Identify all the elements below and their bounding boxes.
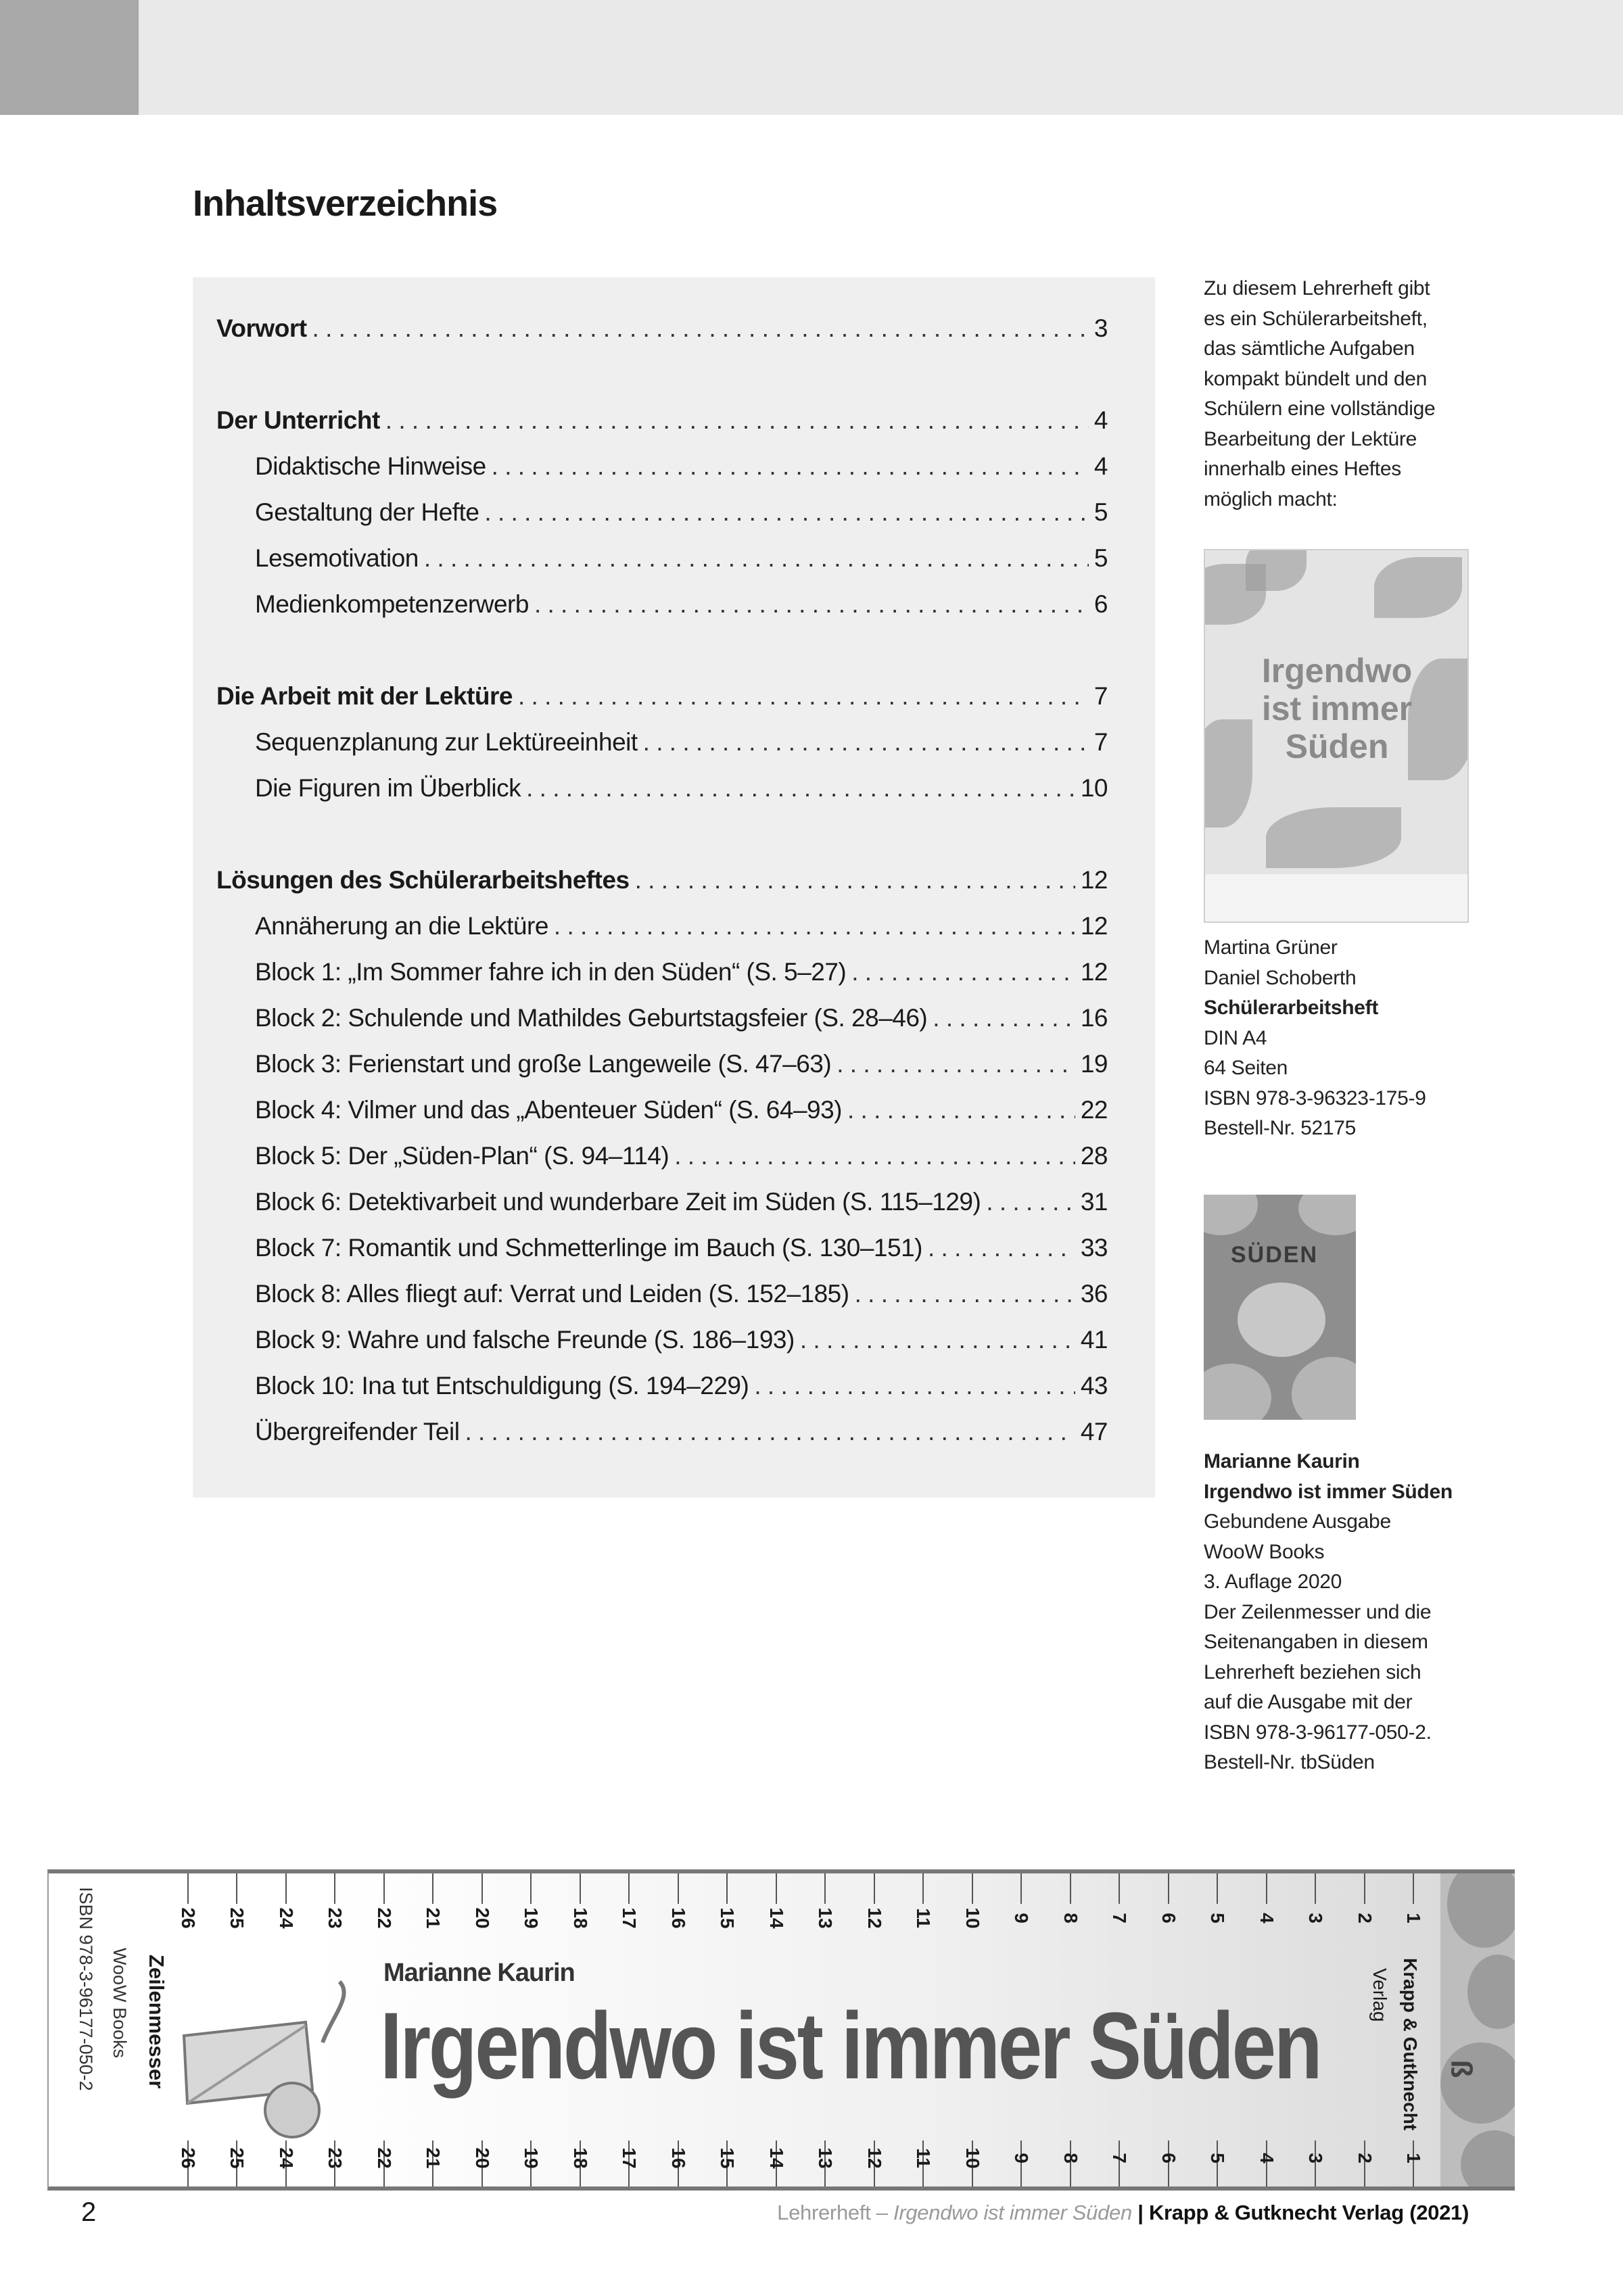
toc-entry[interactable] (216, 306, 1108, 352)
dot-leader (851, 949, 1075, 995)
toc-entry[interactable] (216, 1271, 1108, 1317)
toc-entry[interactable] (216, 995, 1108, 1041)
novel-cover-image (1204, 1195, 1356, 1420)
dot-leader (554, 903, 1075, 949)
ruler-line-number: 8 (1060, 2153, 1081, 2163)
toc-entry-page: 33 (1080, 1234, 1108, 1262)
toc-entry[interactable] (216, 581, 1108, 627)
toc-entry[interactable] (216, 1409, 1108, 1455)
toc-entry[interactable] (216, 535, 1108, 581)
novel-detail-line: 3. Auflage 2020 (1204, 1571, 1342, 1593)
footer-separator: | (1131, 2201, 1149, 2224)
novel-detail-line: Gebundene Ausgabe (1204, 1510, 1391, 1533)
ruler-line-number: 20 (471, 1907, 493, 1929)
workbook-cover-image (1204, 549, 1469, 923)
toc-entry[interactable] (216, 1225, 1108, 1271)
dot-leader (385, 398, 1089, 444)
toc-entry-label: Der Unterricht (216, 406, 380, 434)
toc-entry[interactable] (216, 765, 1108, 811)
toc-entry-page: 36 (1080, 1280, 1108, 1308)
toc-entry-page: 7 (1093, 728, 1108, 756)
toc-entry-page: 3 (1093, 314, 1108, 342)
toc-entry-label: Block 1: „Im Sommer fahre ich in den Süden“ (S. 5–27) (255, 958, 847, 986)
toc-entry-label: Lösungen des Schülerarbeitsheftes (216, 866, 630, 894)
ruler-line-number: 25 (227, 2147, 248, 2169)
sidebar-intro-line: möglich macht: (1204, 487, 1338, 510)
toc-entry-label: Didaktische Hinweise (255, 452, 486, 480)
dot-leader (635, 857, 1075, 903)
dot-leader (986, 1179, 1075, 1225)
toc-entry-page: 19 (1080, 1050, 1108, 1078)
dot-leader (855, 1271, 1075, 1317)
ruler-line-number: 16 (667, 2147, 689, 2169)
toc-entry-page: 12 (1080, 958, 1108, 986)
ruler-line-number: 20 (471, 2147, 493, 2169)
ruler-line-number: 14 (766, 1907, 787, 1929)
ruler-line-number: 14 (766, 2147, 787, 2169)
ruler-publisher-suffix: Verlag (1369, 1968, 1390, 2022)
sidebar-intro (1204, 274, 1435, 515)
ruler-line-number: 10 (962, 1907, 983, 1929)
toc-entry-label: Medienkompetenzerwerb (255, 590, 529, 618)
novel-detail-line: Seitenangaben in diesem (1204, 1631, 1428, 1653)
toc-entry-label: Block 9: Wahre und falsche Freunde (S. 186–193) (255, 1326, 795, 1354)
ruler-line-number: 8 (1060, 1913, 1081, 1923)
toc-entry-page: 5 (1093, 544, 1108, 572)
toc-entry-label: Block 3: Ferienstart und große Langeweile (S. 47–63) (255, 1050, 832, 1078)
dot-leader (492, 444, 1089, 489)
novel-detail-line: Der Zeilenmesser und die (1204, 1600, 1432, 1623)
ruler-line-number: 6 (1158, 1913, 1179, 1923)
ruler-line-number: 21 (423, 1907, 444, 1929)
toc-entry-label: Block 7: Romantik und Schmetterlinge im Bauch (S. 130–151) (255, 1234, 922, 1262)
ruler-line-number: 12 (864, 1907, 885, 1929)
dot-leader (928, 1225, 1075, 1271)
toc-entry-page: 41 (1080, 1326, 1108, 1354)
toc-entry-page: 12 (1080, 866, 1108, 894)
workbook-author: Daniel Schoberth (1204, 966, 1357, 989)
toc-entry-page: 16 (1080, 1004, 1108, 1032)
ruler-line-number: 3 (1305, 2153, 1326, 2163)
toc-entry-page: 7 (1093, 682, 1108, 710)
sidebar-intro-line: kompakt bündelt und den (1204, 367, 1428, 390)
novel-detail-line: Lehrerheft beziehen sich (1204, 1660, 1421, 1683)
toc-entry-label: Block 4: Vilmer und das „Abenteuer Süden“ (S. 64–93) (255, 1096, 842, 1124)
workbook-pages: 64 Seiten (1204, 1057, 1288, 1079)
ruler-line-number: 11 (913, 2148, 934, 2168)
toc-entry-page: 22 (1080, 1096, 1108, 1124)
toc-entry[interactable] (216, 1179, 1108, 1225)
ruler-line-number: 13 (815, 2147, 836, 2169)
header-bar (0, 0, 1623, 115)
toc-entry-label: Gestaltung der Hefte (255, 498, 479, 526)
line-ruler-bookmark (47, 1869, 1515, 2191)
page-title: Inhaltsverzeichnis (193, 183, 498, 224)
ruler-line-number: 15 (717, 2147, 738, 2169)
novel-info (1204, 1447, 1453, 1778)
ruler-line-number: 10 (962, 2147, 983, 2169)
sidebar-intro-line: das sämtliche Aufgaben (1204, 337, 1415, 360)
ruler-line-number: 24 (275, 2147, 297, 2169)
ruler-author: Marianne Kaurin (383, 1959, 575, 1987)
toc-entry[interactable] (216, 398, 1108, 444)
toc-entry-page: 31 (1080, 1188, 1108, 1216)
ruler-line-number: 23 (325, 1907, 346, 1929)
wheelbarrow-icon (177, 1975, 373, 2144)
leaf-decoration (1440, 1873, 1515, 2186)
dot-leader (847, 1087, 1075, 1133)
novel-detail-line: Bestell-Nr. tbSüden (1204, 1751, 1375, 1773)
footer-series: Lehrerheft – (777, 2201, 894, 2224)
toc-entry-label: Block 2: Schulende und Mathildes Geburtstagsfeier (S. 28–46) (255, 1004, 928, 1032)
toc-entry-label: Annäherung an die Lektüre (255, 912, 548, 940)
dot-leader (754, 1363, 1075, 1409)
ruler-line-number: 25 (227, 1907, 248, 1929)
ruler-line-number: 4 (1256, 2153, 1277, 2163)
ruler-line-number: 12 (864, 2147, 885, 2169)
dot-leader (643, 719, 1089, 765)
toc-entry[interactable] (216, 857, 1108, 903)
toc-entry-page: 10 (1080, 774, 1108, 802)
toc-entry[interactable] (216, 1041, 1108, 1087)
page-number: 2 (81, 2197, 97, 2227)
dot-leader (465, 1409, 1075, 1455)
dot-leader (424, 535, 1089, 581)
ruler-line-number: 17 (619, 1907, 640, 1929)
toc-entry[interactable] (216, 1363, 1108, 1409)
dot-leader (800, 1317, 1075, 1363)
dot-leader (837, 1041, 1075, 1087)
toc-entry-page: 6 (1093, 590, 1108, 618)
ruler-title: Irgendwo ist immer Süden (380, 1992, 1321, 2099)
workbook-info (1204, 933, 1426, 1144)
ruler-line-number: 5 (1207, 1913, 1228, 1923)
toc-entry-label: Block 5: Der „Süden-Plan“ (S. 94–114) (255, 1142, 669, 1170)
toc-entry-label: Block 8: Alles fliegt auf: Verrat und Leiden (S. 152–185) (255, 1280, 849, 1308)
ruler-line-number: 18 (569, 2147, 591, 2169)
ruler-line-number: 4 (1256, 1913, 1277, 1923)
workbook-cover-title: Irgendwo ist immer Süden (1261, 652, 1413, 765)
sidebar-intro-line: Bearbeitung der Lektüre (1204, 427, 1417, 450)
dot-leader (484, 489, 1089, 535)
ruler-line-number: 9 (1011, 2153, 1032, 2163)
novel-detail-line: ISBN 978-3-96177-050-2. (1204, 1721, 1432, 1744)
ruler-line-number: 18 (569, 1907, 591, 1929)
ruler-line-number: 16 (667, 1907, 689, 1929)
sidebar-intro-line: Schülern eine vollständige (1204, 398, 1436, 420)
ruler-line-number: 23 (325, 2147, 346, 2169)
footer-publisher: Krapp & Gutknecht Verlag (2021) (1148, 2201, 1469, 2224)
novel-detail-line: WooW Books (1204, 1540, 1325, 1563)
ruler-label: Zeilenmesser (145, 1955, 168, 2089)
toc-entry[interactable] (216, 719, 1108, 765)
toc-entry-page: 4 (1093, 406, 1108, 434)
toc-entry-label: Block 10: Ina tut Entschuldigung (S. 194–229) (255, 1372, 749, 1400)
dot-leader (518, 673, 1089, 719)
toc-entry[interactable] (216, 903, 1108, 949)
toc-entry-page: 28 (1080, 1142, 1108, 1170)
toc-entry-label: Vorwort (216, 314, 307, 342)
ruler-line-number: 3 (1305, 1913, 1326, 1923)
novel-title: Irgendwo ist immer Süden (1204, 1480, 1453, 1503)
toc-entry-label: Lesemotivation (255, 544, 419, 572)
sidebar-intro-line: es ein Schülerarbeitsheft, (1204, 307, 1428, 330)
ruler-line-number: 22 (373, 2147, 395, 2169)
toc-entry[interactable] (216, 1317, 1108, 1363)
ruler-line-number: 26 (177, 1907, 199, 1929)
novel-details (1204, 1507, 1453, 1778)
ruler-line-number: 6 (1158, 2153, 1179, 2163)
footer-credit (777, 2201, 1469, 2225)
dot-leader (526, 765, 1075, 811)
novel-cover-title: SÜDEN (1231, 1242, 1319, 1268)
publisher-logo-icon: ß (1444, 2059, 1478, 2078)
table-of-contents (193, 277, 1155, 1498)
ruler-line-number: 2 (1354, 1913, 1375, 1923)
novel-detail-line: auf die Ausgabe mit der (1204, 1691, 1413, 1713)
ruler-line-number: 19 (521, 2147, 542, 2169)
workbook-format: DIN A4 (1204, 1026, 1267, 1049)
toc-entry[interactable] (216, 1087, 1108, 1133)
toc-entry-label: Die Figuren im Überblick (255, 774, 521, 802)
ruler-line-number: 9 (1011, 1913, 1032, 1923)
workbook-author: Martina Grüner (1204, 936, 1338, 959)
ruler-line-number: 7 (1109, 1913, 1130, 1923)
ruler-line-number: 24 (275, 1907, 297, 1929)
ruler-line-number: 15 (717, 1907, 738, 1929)
toc-entry-label: Sequenzplanung zur Lektüreeinheit (255, 728, 638, 756)
header-accent-block (0, 0, 139, 115)
novel-author: Marianne Kaurin (1204, 1450, 1360, 1473)
toc-entry-page: 12 (1080, 912, 1108, 940)
ruler-line-number: 1 (1403, 2153, 1424, 2163)
ruler-line-number: 21 (423, 2147, 444, 2169)
toc-entry[interactable] (216, 444, 1108, 489)
dot-leader (534, 581, 1089, 627)
toc-list (216, 306, 1108, 1455)
ruler-line-number: 7 (1109, 2153, 1130, 2163)
sidebar-intro-line: innerhalb eines Heftes (1204, 458, 1401, 480)
toc-entry-page: 4 (1093, 452, 1108, 480)
ruler-line-number: 17 (619, 2147, 640, 2169)
footer-book: Irgendwo ist immer Süden (893, 2201, 1132, 2224)
toc-entry-label: Block 6: Detektivarbeit und wunderbare Zeit im Süden (S. 115–129) (255, 1188, 981, 1216)
workbook-order-number: Bestell-Nr. 52175 (1204, 1117, 1357, 1139)
toc-entry[interactable] (216, 949, 1108, 995)
ruler-line-number: 2 (1354, 2153, 1375, 2163)
ruler-line-number: 22 (373, 1907, 395, 1929)
dot-leader (674, 1133, 1075, 1179)
dot-leader (933, 995, 1075, 1041)
ruler-book-publisher: WooW Books (110, 1948, 130, 2059)
ruler-line-number: 5 (1207, 2153, 1228, 2163)
ruler-line-number: 26 (177, 2147, 199, 2169)
workbook-type: Schülerarbeitsheft (1204, 997, 1379, 1019)
toc-entry[interactable] (216, 489, 1108, 535)
toc-entry-page: 47 (1080, 1418, 1108, 1445)
workbook-isbn: ISBN 978-3-96323-175-9 (1204, 1086, 1426, 1109)
ruler-line-number: 11 (913, 1908, 934, 1928)
toc-entry[interactable] (216, 673, 1108, 719)
toc-entry-page: 43 (1080, 1372, 1108, 1400)
ruler-line-number: 19 (521, 1907, 542, 1929)
ruler-isbn: ISBN 978-3-96177-050-2 (76, 1887, 96, 2091)
ruler-line-number: 13 (815, 1907, 836, 1929)
sidebar-intro-line: Zu diesem Lehrerheft gibt (1204, 277, 1430, 300)
ruler-line-number: 1 (1403, 1913, 1424, 1923)
toc-entry[interactable] (216, 1133, 1108, 1179)
dot-leader (312, 306, 1089, 352)
toc-entry-page: 5 (1093, 498, 1108, 526)
toc-entry-label: Die Arbeit mit der Lektüre (216, 682, 513, 710)
ruler-publisher: Krapp & Gutknecht (1400, 1958, 1421, 2131)
toc-entry-label: Übergreifender Teil (255, 1418, 460, 1445)
